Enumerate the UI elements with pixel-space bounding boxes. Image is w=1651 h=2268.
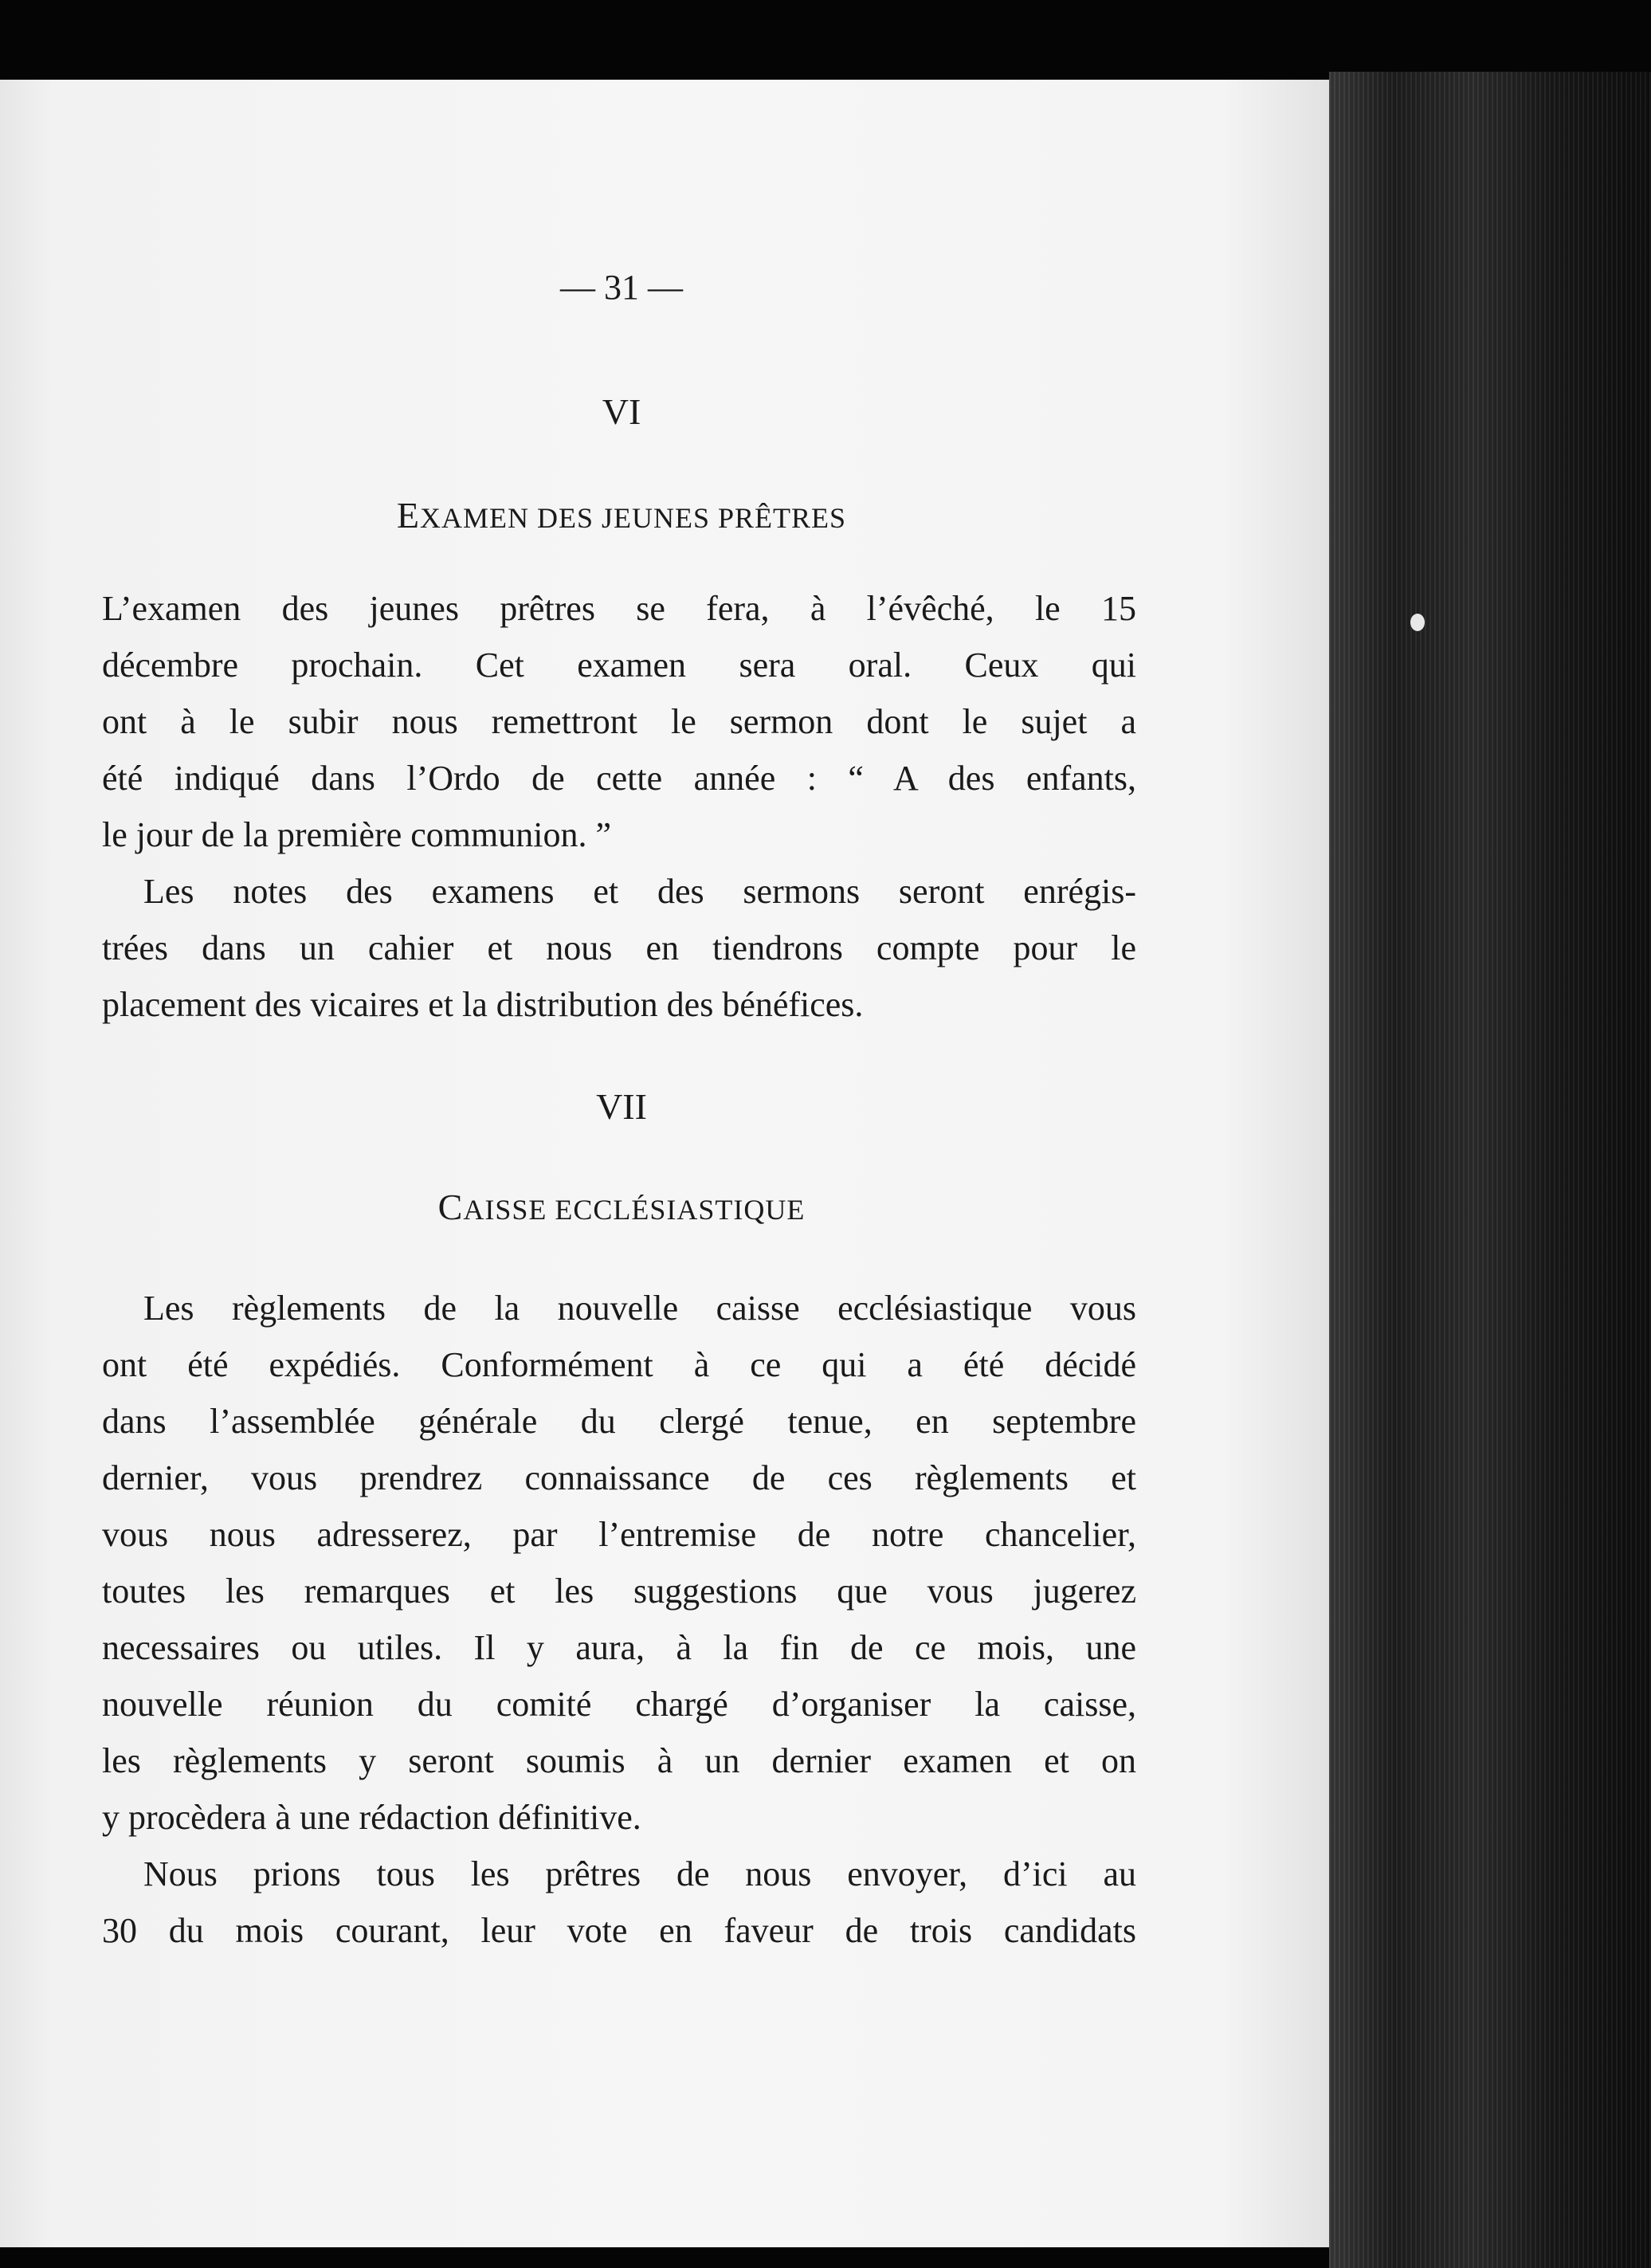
text-line: 30 du mois courant, leur vote en faveur de trois candidats xyxy=(102,1911,1136,1950)
section-title-vii-initial: C xyxy=(437,1187,464,1227)
text-line: le jour de la première communion. ” xyxy=(102,815,611,854)
text-line: L’examen des jeunes prêtres se fera, à l’évêché, le 15 xyxy=(102,589,1136,628)
spine-mark xyxy=(1410,614,1425,631)
text-line: placement des vicaires et la distribution des bénéfices. xyxy=(102,985,864,1024)
section-title-vii xyxy=(0,1186,1243,1228)
page-number: — 31 — xyxy=(560,268,683,307)
text-line: y procèdera à une rédaction définitive. xyxy=(102,1798,641,1837)
section-number-vi: VI xyxy=(602,391,641,432)
text-line: dernier, vous prendrez connaissance de ces règlements et xyxy=(102,1458,1136,1497)
text-line: Nous prions tous les prêtres de nous envoyer, d’ici au xyxy=(143,1854,1136,1893)
book-spine-edge xyxy=(1329,72,1651,2268)
text-line: décembre prochain. Cet examen sera oral. Ceux qui xyxy=(102,645,1136,685)
text-line: Les règlements de la nouvelle caisse ecclésiastique vous xyxy=(143,1289,1136,1328)
section-title-vi-rest: XAMEN DES JEUNES PRÊTRES xyxy=(420,502,847,534)
text-line: toutes les remarques et les suggestions que vous jugerez xyxy=(102,1572,1136,1611)
text-line: necessaires ou utiles. Il y aura, à la fin de ce mois, une xyxy=(102,1628,1136,1667)
text-line: nouvelle réunion du comité chargé d’organiser la caisse, xyxy=(102,1685,1136,1724)
text-line: les règlements y seront soumis à un dernier examen et on xyxy=(102,1741,1136,1780)
section-title-vi-initial: E xyxy=(396,495,421,536)
text-line: dans l’assemblée générale du clergé tenue, en septembre xyxy=(102,1402,1136,1441)
text-line: été indiqué dans l’Ordo de cette année : “ A des enfants, xyxy=(102,759,1136,798)
text-line: ont à le subir nous remettront le sermon dont le sujet a xyxy=(102,702,1136,741)
text-line: vous nous adresserez, par l’entremise de notre chancelier, xyxy=(102,1515,1136,1554)
section-title-vi xyxy=(0,494,1243,536)
section-title-vii-rest: AISSE ECCLÉSIASTIQUE xyxy=(463,1194,806,1226)
text-line: trées dans un cahier et nous en tiendrons compte pour le xyxy=(102,928,1136,967)
section-number-vii: VII xyxy=(596,1086,647,1127)
text-line: ont été expédiés. Conformément à ce qui a été décidé xyxy=(102,1345,1136,1384)
text-line: Les notes des examens et des sermons seront enrégis- xyxy=(143,872,1136,911)
